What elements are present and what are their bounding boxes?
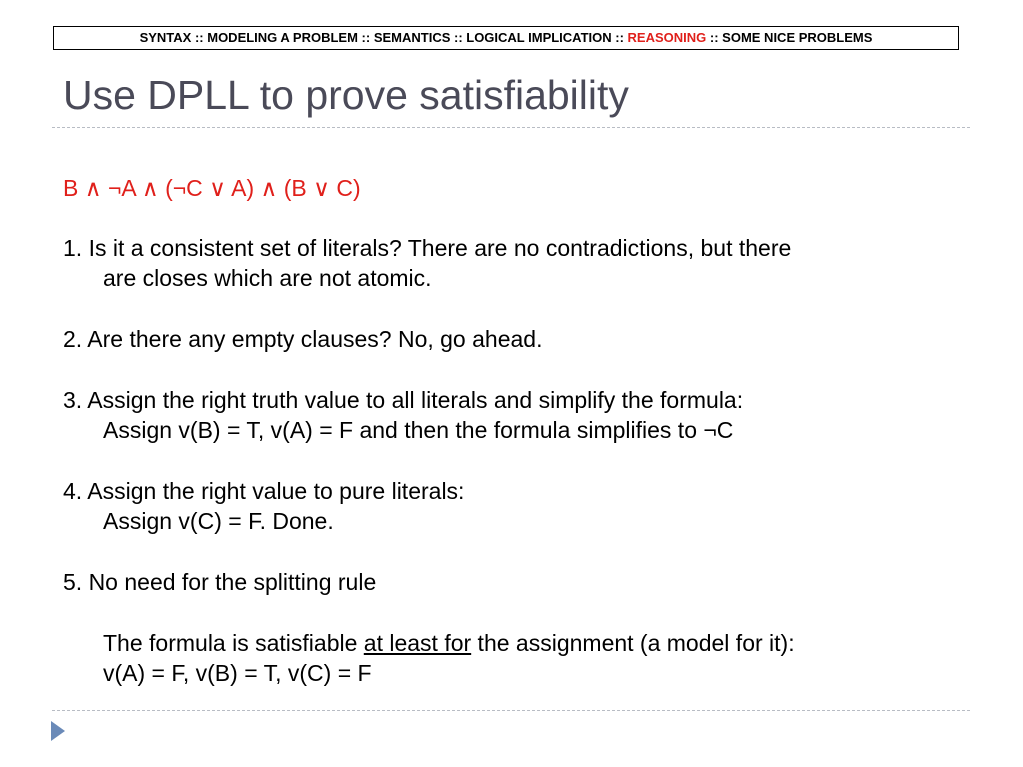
conclusion-post: the assignment (a model for it): bbox=[471, 630, 795, 656]
nav-items-middle: MODELING A PROBLEM :: SEMANTICS :: LOGICAL IMPLICATION :: bbox=[207, 30, 628, 45]
step-1-line-1: 1. Is it a consistent set of literals? There are no contradictions, but there bbox=[63, 235, 792, 261]
step-3-line-1: 3. Assign the right truth value to all literals and simplify the formula: bbox=[63, 387, 744, 413]
conclusion-underlined: at least for bbox=[363, 630, 472, 656]
step-2: 2. Are there any empty clauses? No, go ahead. bbox=[63, 326, 543, 352]
step-1-line-2: are closes which are not atomic. bbox=[103, 265, 432, 291]
footer-divider bbox=[52, 710, 970, 711]
play-arrow-icon[interactable] bbox=[51, 721, 65, 741]
title-divider bbox=[52, 127, 970, 128]
nav-item-reasoning-current: REASONING bbox=[627, 30, 707, 45]
conclusion-line-1 bbox=[103, 629, 795, 657]
step-4-line-1: 4. Assign the right value to pure literals: bbox=[63, 478, 465, 504]
formula: B ∧ ¬A ∧ (¬C ∨ A) ∧ (B ∨ C) bbox=[63, 175, 361, 201]
step-5: 5. No need for the splitting rule bbox=[63, 569, 377, 595]
conclusion-pre: The formula is satisfiable bbox=[103, 630, 364, 656]
conclusion-line-2: v(A) = F, v(B) = T, v(C) = F bbox=[103, 660, 372, 686]
step-4-line-2: Assign v(C) = F. Done. bbox=[103, 508, 334, 534]
topic-navigation-bar bbox=[53, 26, 959, 50]
step-3-line-2: Assign v(B) = T, v(A) = F and then the formula simplifies to ¬C bbox=[103, 417, 734, 443]
nav-item-nice-problems: :: SOME NICE PROBLEMS bbox=[706, 30, 873, 45]
slide-title: Use DPLL to prove satisfiability bbox=[63, 72, 629, 118]
nav-item-syntax: SYNTAX :: bbox=[139, 30, 208, 45]
